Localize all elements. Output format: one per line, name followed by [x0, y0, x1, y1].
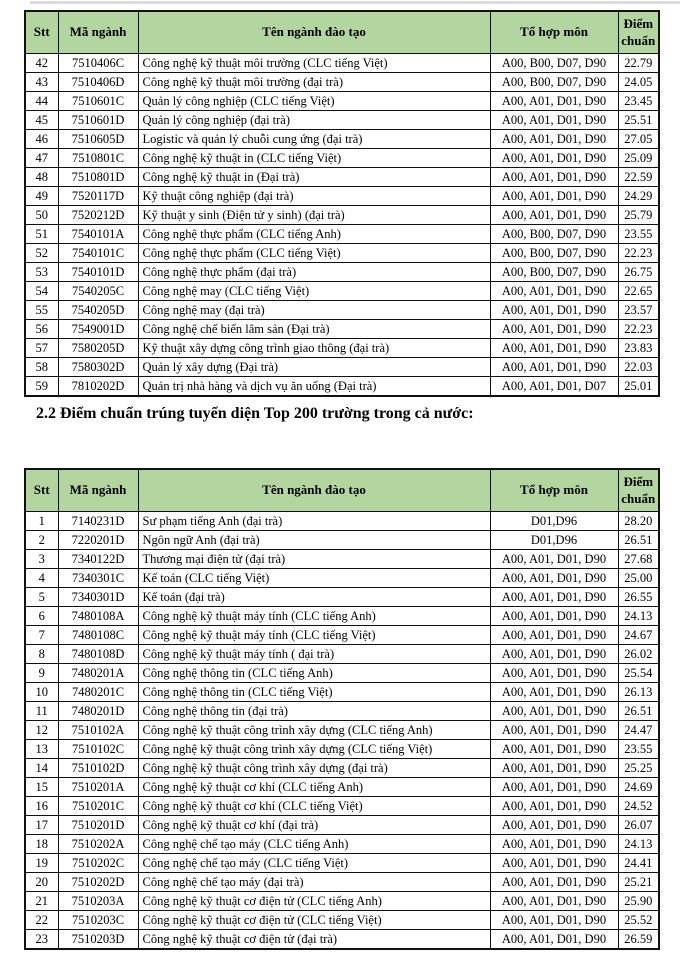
table-row [25, 263, 659, 282]
cell-ma-nganh: 7540205C [58, 282, 138, 301]
cell-diem-chuan: 25.90 [618, 892, 659, 911]
cell-to-hop-mon: A00, A01, D01, D90 [490, 626, 618, 645]
cell-stt: 7 [25, 626, 58, 645]
cell-diem-chuan: 24.67 [618, 626, 659, 645]
cell-ma-nganh: 7549001D [58, 320, 138, 339]
cell-diem-chuan: 28.20 [618, 512, 659, 531]
table-row [25, 512, 659, 531]
cell-diem-chuan: 26.02 [618, 645, 659, 664]
table-row [25, 740, 659, 759]
cell-to-hop-mon: A00, A01, D01, D90 [490, 301, 618, 320]
cell-ten-nganh: Quản lý công nghiệp (đại trà) [138, 111, 490, 130]
cell-ten-nganh: Công nghệ thông tin (CLC tiếng Việt) [138, 683, 490, 702]
section-heading: 2.2 Điểm chuẩn trúng tuyển diện Top 200 trường trong cả nước: [36, 405, 474, 422]
cell-ma-nganh: 7540101D [58, 263, 138, 282]
cell-ma-nganh: 7340301C [58, 569, 138, 588]
cell-diem-chuan: 22.79 [618, 54, 659, 73]
cell-to-hop-mon: A00, A01, D01, D90 [490, 358, 618, 377]
cell-stt: 5 [25, 588, 58, 607]
header-row [25, 469, 659, 512]
cell-stt: 53 [25, 263, 58, 282]
table-row [25, 588, 659, 607]
cell-diem-chuan: 24.13 [618, 835, 659, 854]
table-row [25, 244, 659, 263]
cell-diem-chuan: 24.41 [618, 854, 659, 873]
cell-stt: 43 [25, 73, 58, 92]
cell-ten-nganh: Công nghệ kỹ thuật cơ điện tử (đại trà) [138, 930, 490, 950]
cell-ma-nganh: 7480108D [58, 645, 138, 664]
cell-ma-nganh: 7510801C [58, 149, 138, 168]
cell-stt: 11 [25, 702, 58, 721]
cell-to-hop-mon: A00, A01, D01, D90 [490, 168, 618, 187]
cell-to-hop-mon: A00, A01, D01, D90 [490, 130, 618, 149]
cell-ma-nganh: 7480201A [58, 664, 138, 683]
cell-ma-nganh: 7810202D [58, 377, 138, 397]
cell-ma-nganh: 7510202D [58, 873, 138, 892]
cell-to-hop-mon: A00, A01, D01, D90 [490, 550, 618, 569]
cell-stt: 54 [25, 282, 58, 301]
table-row [25, 892, 659, 911]
cell-diem-chuan: 22.03 [618, 358, 659, 377]
cell-diem-chuan: 23.57 [618, 301, 659, 320]
cell-ten-nganh: Công nghệ kỹ thuật in (Đại trà) [138, 168, 490, 187]
cell-to-hop-mon: A00, A01, D01, D90 [490, 206, 618, 225]
cell-ten-nganh: Công nghệ chế tạo máy (CLC tiếng Anh) [138, 835, 490, 854]
score-table-top200 [24, 468, 660, 950]
cell-ma-nganh: 7510801D [58, 168, 138, 187]
cell-ten-nganh: Kế toán (CLC tiếng Việt) [138, 569, 490, 588]
cell-diem-chuan: 25.09 [618, 149, 659, 168]
cell-ten-nganh: Thương mại điện tử (đại trà) [138, 550, 490, 569]
cell-diem-chuan: 22.65 [618, 282, 659, 301]
cell-diem-chuan: 23.55 [618, 740, 659, 759]
cell-diem-chuan: 27.05 [618, 130, 659, 149]
cell-stt: 45 [25, 111, 58, 130]
table-row [25, 930, 659, 950]
cell-diem-chuan: 26.13 [618, 683, 659, 702]
cell-diem-chuan: 26.59 [618, 930, 659, 950]
table-header [25, 11, 659, 54]
cell-to-hop-mon: A00, B00, D07, D90 [490, 225, 618, 244]
cell-to-hop-mon: A00, A01, D01, D90 [490, 721, 618, 740]
cell-to-hop-mon: A00, A01, D01, D90 [490, 702, 618, 721]
cell-to-hop-mon: A00, A01, D01, D90 [490, 873, 618, 892]
cell-ten-nganh: Công nghệ kỹ thuật công trình xây dựng (CLC tiếng Việt) [138, 740, 490, 759]
cell-diem-chuan: 26.55 [618, 588, 659, 607]
cell-stt: 42 [25, 54, 58, 73]
cell-stt: 49 [25, 187, 58, 206]
cell-ma-nganh: 7510102A [58, 721, 138, 740]
cell-ma-nganh: 7510406D [58, 73, 138, 92]
cell-stt: 52 [25, 244, 58, 263]
cell-ma-nganh: 7510203A [58, 892, 138, 911]
cell-diem-chuan: 27.68 [618, 550, 659, 569]
table-row [25, 301, 659, 320]
cell-stt: 19 [25, 854, 58, 873]
cell-diem-chuan: 24.05 [618, 73, 659, 92]
cell-to-hop-mon: A00, A01, D01, D90 [490, 778, 618, 797]
table-row [25, 759, 659, 778]
cell-ma-nganh: 7480108A [58, 607, 138, 626]
cell-to-hop-mon: A00, A01, D01, D90 [490, 740, 618, 759]
cell-ten-nganh: Công nghệ thực phẩm (CLC tiếng Anh) [138, 225, 490, 244]
cell-ma-nganh: 7510201C [58, 797, 138, 816]
cell-stt: 55 [25, 301, 58, 320]
cell-ten-nganh: Công nghệ kỹ thuật cơ điện tử (CLC tiếng Việt) [138, 911, 490, 930]
cell-to-hop-mon: A00, A01, D01, D90 [490, 320, 618, 339]
cell-to-hop-mon: A00, A01, D01, D90 [490, 339, 618, 358]
table-row [25, 377, 659, 397]
cell-to-hop-mon: A00, A01, D01, D90 [490, 797, 618, 816]
cell-diem-chuan: 23.45 [618, 92, 659, 111]
cell-ma-nganh: 7580302D [58, 358, 138, 377]
cell-stt: 44 [25, 92, 58, 111]
cell-ten-nganh: Công nghệ kỹ thuật in (CLC tiếng Việt) [138, 149, 490, 168]
cell-ten-nganh: Công nghệ kỹ thuật môi trường (CLC tiếng Việt) [138, 54, 490, 73]
cell-ma-nganh: 7540101C [58, 244, 138, 263]
cell-stt: 22 [25, 911, 58, 930]
cell-ma-nganh: 7220201D [58, 531, 138, 550]
cell-to-hop-mon: A00, B00, D07, D90 [490, 54, 618, 73]
table-row [25, 607, 659, 626]
table-row [25, 873, 659, 892]
col-header-diem-chuan: Điểm chuẩn [618, 11, 659, 54]
cell-ten-nganh: Công nghệ kỹ thuật máy tính (CLC tiếng Anh) [138, 607, 490, 626]
cell-ten-nganh: Công nghệ thông tin (CLC tiếng Anh) [138, 664, 490, 683]
table-row [25, 92, 659, 111]
table-row [25, 149, 659, 168]
cell-ma-nganh: 7480201D [58, 702, 138, 721]
table-row [25, 206, 659, 225]
cell-stt: 13 [25, 740, 58, 759]
table-row [25, 645, 659, 664]
cell-stt: 48 [25, 168, 58, 187]
cell-ten-nganh: Kỹ thuật xây dựng công trình giao thông (đại trà) [138, 339, 490, 358]
cell-to-hop-mon: A00, A01, D01, D90 [490, 835, 618, 854]
col-header-ten-nganh: Tên ngành đào tạo [138, 11, 490, 54]
cell-to-hop-mon: A00, A01, D01, D90 [490, 588, 618, 607]
header-row [25, 11, 659, 54]
table-row [25, 358, 659, 377]
cell-to-hop-mon: A00, A01, D01, D90 [490, 111, 618, 130]
cell-diem-chuan: 22.23 [618, 244, 659, 263]
cell-ma-nganh: 7510201A [58, 778, 138, 797]
cell-ma-nganh: 7480108C [58, 626, 138, 645]
cell-stt: 12 [25, 721, 58, 740]
cell-stt: 8 [25, 645, 58, 664]
cell-to-hop-mon: A00, A01, D01, D90 [490, 930, 618, 950]
cell-to-hop-mon: A00, B00, D07, D90 [490, 263, 618, 282]
table-row [25, 111, 659, 130]
cell-stt: 56 [25, 320, 58, 339]
table-row [25, 569, 659, 588]
table-row [25, 721, 659, 740]
cell-stt: 3 [25, 550, 58, 569]
table-row [25, 835, 659, 854]
cell-to-hop-mon: D01,D96 [490, 531, 618, 550]
cell-diem-chuan: 25.52 [618, 911, 659, 930]
cell-to-hop-mon: A00, A01, D01, D90 [490, 664, 618, 683]
table-row [25, 73, 659, 92]
cell-diem-chuan: 25.79 [618, 206, 659, 225]
cell-stt: 1 [25, 512, 58, 531]
cell-to-hop-mon: A00, A01, D01, D90 [490, 911, 618, 930]
cell-stt: 17 [25, 816, 58, 835]
cell-diem-chuan: 24.52 [618, 797, 659, 816]
table-row [25, 531, 659, 550]
cell-stt: 18 [25, 835, 58, 854]
cell-ma-nganh: 7340301D [58, 588, 138, 607]
cell-ma-nganh: 7510605D [58, 130, 138, 149]
cell-ten-nganh: Công nghệ may (đại trà) [138, 301, 490, 320]
col-header-stt: Stt [25, 11, 58, 54]
col-header-stt: Stt [25, 469, 58, 512]
cell-to-hop-mon: A00, A01, D01, D90 [490, 187, 618, 206]
cell-ten-nganh: Công nghệ kỹ thuật môi trường (đại trà) [138, 73, 490, 92]
cell-stt: 9 [25, 664, 58, 683]
cell-diem-chuan: 25.21 [618, 873, 659, 892]
cell-ten-nganh: Công nghệ kỹ thuật cơ khí (CLC tiếng Anh) [138, 778, 490, 797]
table-row [25, 550, 659, 569]
cell-ma-nganh: 7510601C [58, 92, 138, 111]
cell-ma-nganh: 7510201D [58, 816, 138, 835]
cell-ma-nganh: 7510202A [58, 835, 138, 854]
cell-to-hop-mon: A00, A01, D01, D90 [490, 854, 618, 873]
cell-diem-chuan: 24.13 [618, 607, 659, 626]
table-row [25, 683, 659, 702]
cell-ten-nganh: Quản trị nhà hàng và dịch vụ ăn uống (Đại trà) [138, 377, 490, 397]
cell-ten-nganh: Công nghệ kỹ thuật công trình xây dựng (đại trà) [138, 759, 490, 778]
page-top-divider [30, 1, 680, 4]
col-header-to-hop-mon: Tổ hợp môn [490, 11, 618, 54]
cell-stt: 20 [25, 873, 58, 892]
col-header-ten-nganh: Tên ngành đào tạo [138, 469, 490, 512]
cell-ten-nganh: Công nghệ kỹ thuật máy tính (CLC tiếng Việt) [138, 626, 490, 645]
cell-diem-chuan: 24.47 [618, 721, 659, 740]
cell-ma-nganh: 7510102C [58, 740, 138, 759]
cell-ma-nganh: 7510202C [58, 854, 138, 873]
table-row [25, 168, 659, 187]
cell-ten-nganh: Công nghệ thực phẩm (đại trà) [138, 263, 490, 282]
cell-diem-chuan: 25.51 [618, 111, 659, 130]
score-table-rows-42-59 [24, 10, 660, 397]
cell-ma-nganh: 7480201C [58, 683, 138, 702]
table-row [25, 778, 659, 797]
cell-ten-nganh: Sư phạm tiếng Anh (đại trà) [138, 512, 490, 531]
cell-ten-nganh: Kỹ thuật y sinh (Điện tử y sinh) (đại trà) [138, 206, 490, 225]
col-header-ma-nganh: Mã ngành [58, 469, 138, 512]
cell-ten-nganh: Công nghệ thực phẩm (CLC tiếng Việt) [138, 244, 490, 263]
cell-to-hop-mon: A00, A01, D01, D90 [490, 645, 618, 664]
cell-ma-nganh: 7520212D [58, 206, 138, 225]
cell-stt: 50 [25, 206, 58, 225]
cell-diem-chuan: 23.83 [618, 339, 659, 358]
table-row [25, 702, 659, 721]
cell-diem-chuan: 25.25 [618, 759, 659, 778]
table-row [25, 187, 659, 206]
cell-ten-nganh: Quản lý xây dựng (Đại trà) [138, 358, 490, 377]
cell-to-hop-mon: A00, A01, D01, D90 [490, 569, 618, 588]
cell-diem-chuan: 26.51 [618, 702, 659, 721]
cell-stt: 59 [25, 377, 58, 397]
table-row [25, 130, 659, 149]
table-row [25, 282, 659, 301]
table-row [25, 816, 659, 835]
table-header [25, 469, 659, 512]
cell-ten-nganh: Công nghệ thông tin (đại trà) [138, 702, 490, 721]
table-row [25, 626, 659, 645]
cell-stt: 14 [25, 759, 58, 778]
table-row [25, 54, 659, 73]
cell-to-hop-mon: A00, A01, D01, D90 [490, 892, 618, 911]
cell-diem-chuan: 26.51 [618, 531, 659, 550]
cell-ma-nganh: 7540205D [58, 301, 138, 320]
cell-to-hop-mon: A00, A01, D01, D07 [490, 377, 618, 397]
col-header-diem-chuan: Điểm chuẩn [618, 469, 659, 512]
cell-stt: 46 [25, 130, 58, 149]
cell-ten-nganh: Ngôn ngữ Anh (đại trà) [138, 531, 490, 550]
table-row [25, 225, 659, 244]
cell-diem-chuan: 25.00 [618, 569, 659, 588]
cell-ten-nganh: Công nghệ chế biến lâm sản (Đại trà) [138, 320, 490, 339]
cell-ma-nganh: 7510203C [58, 911, 138, 930]
cell-stt: 57 [25, 339, 58, 358]
cell-ten-nganh: Công nghệ kỹ thuật cơ điện tử (CLC tiếng Anh) [138, 892, 490, 911]
cell-ten-nganh: Logistic và quản lý chuỗi cung ứng (đại trà) [138, 130, 490, 149]
cell-to-hop-mon: A00, A01, D01, D90 [490, 816, 618, 835]
col-header-to-hop-mon: Tổ hợp môn [490, 469, 618, 512]
cell-to-hop-mon: D01,D96 [490, 512, 618, 531]
cell-ma-nganh: 7340122D [58, 550, 138, 569]
cell-stt: 15 [25, 778, 58, 797]
cell-ma-nganh: 7510406C [58, 54, 138, 73]
cell-stt: 10 [25, 683, 58, 702]
cell-ma-nganh: 7540101A [58, 225, 138, 244]
cell-stt: 47 [25, 149, 58, 168]
cell-to-hop-mon: A00, A01, D01, D90 [490, 759, 618, 778]
cell-diem-chuan: 26.75 [618, 263, 659, 282]
cell-ten-nganh: Kỹ thuật công nghiệp (đại trà) [138, 187, 490, 206]
cell-ten-nganh: Công nghệ may (CLC tiếng Việt) [138, 282, 490, 301]
cell-diem-chuan: 24.69 [618, 778, 659, 797]
cell-ma-nganh: 7510102D [58, 759, 138, 778]
cell-ma-nganh: 7510203D [58, 930, 138, 950]
col-header-ma-nganh: Mã ngành [58, 11, 138, 54]
cell-ten-nganh: Kế toán (đại trà) [138, 588, 490, 607]
cell-ten-nganh: Công nghệ kỹ thuật máy tính ( đại trà) [138, 645, 490, 664]
cell-ten-nganh: Quản lý công nghiệp (CLC tiếng Việt) [138, 92, 490, 111]
cell-to-hop-mon: A00, A01, D01, D90 [490, 149, 618, 168]
table-row [25, 664, 659, 683]
cell-to-hop-mon: A00, A01, D01, D90 [490, 607, 618, 626]
cell-stt: 58 [25, 358, 58, 377]
table-row [25, 854, 659, 873]
cell-ten-nganh: Công nghệ chế tạo máy (đại trà) [138, 873, 490, 892]
cell-stt: 21 [25, 892, 58, 911]
cell-ma-nganh: 7520117D [58, 187, 138, 206]
cell-stt: 23 [25, 930, 58, 950]
cell-stt: 16 [25, 797, 58, 816]
cell-ten-nganh: Công nghệ kỹ thuật cơ khí (CLC tiếng Việt) [138, 797, 490, 816]
cell-stt: 4 [25, 569, 58, 588]
cell-diem-chuan: 26.07 [618, 816, 659, 835]
cell-ten-nganh: Công nghệ kỹ thuật cơ khí (đại trà) [138, 816, 490, 835]
cell-diem-chuan: 25.01 [618, 377, 659, 397]
cell-diem-chuan: 24.29 [618, 187, 659, 206]
cell-to-hop-mon: A00, B00, D07, D90 [490, 244, 618, 263]
table-row [25, 320, 659, 339]
cell-stt: 6 [25, 607, 58, 626]
cell-ma-nganh: 7580205D [58, 339, 138, 358]
table-row [25, 911, 659, 930]
cell-diem-chuan: 23.55 [618, 225, 659, 244]
cell-to-hop-mon: A00, A01, D01, D90 [490, 282, 618, 301]
cell-stt: 51 [25, 225, 58, 244]
cell-diem-chuan: 25.54 [618, 664, 659, 683]
cell-ma-nganh: 7140231D [58, 512, 138, 531]
cell-stt: 2 [25, 531, 58, 550]
cell-ten-nganh: Công nghệ chế tạo máy (CLC tiếng Việt) [138, 854, 490, 873]
cell-diem-chuan: 22.23 [618, 320, 659, 339]
cell-diem-chuan: 22.59 [618, 168, 659, 187]
cell-ten-nganh: Công nghệ kỹ thuật công trình xây dựng (CLC tiếng Anh) [138, 721, 490, 740]
cell-to-hop-mon: A00, A01, D01, D90 [490, 92, 618, 111]
cell-ma-nganh: 7510601D [58, 111, 138, 130]
cell-to-hop-mon: A00, A01, D01, D90 [490, 683, 618, 702]
table-row [25, 797, 659, 816]
table-row [25, 339, 659, 358]
cell-to-hop-mon: A00, B00, D07, D90 [490, 73, 618, 92]
